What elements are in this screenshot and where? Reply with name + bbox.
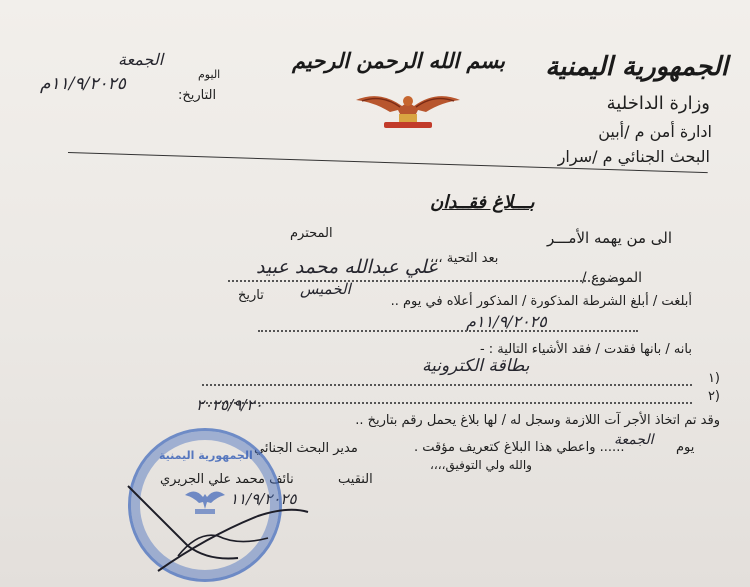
subject-label: الموضوع / [581, 270, 642, 286]
closing-line: والله ولي التوفيق،،،، [430, 458, 532, 472]
reported-dotted-line [258, 330, 638, 332]
signature-scribble [118, 476, 318, 576]
basmala-text: بسم الله الرحمن الرحيم [292, 48, 505, 73]
temp-line: ...... واعطي هذا البلاغ كتعريف مؤقت . [414, 440, 625, 455]
day-value: الجمعة [118, 50, 164, 69]
stamp-text: الجمهورية اليمنية [159, 449, 253, 462]
reported-line: أبلغت / أبلغ الشرطة المذكورة / المذكور أعلاه في يوم .. [390, 294, 692, 309]
signatory-name: نائف محمد علي الجريري [160, 472, 294, 487]
item1-value: بطاقة الكترونية [422, 356, 530, 376]
signatory-rank: النقيب [338, 472, 373, 487]
action-date: ٢٠٢٥/٩/٢٠ [196, 396, 263, 414]
action-line: وقد تم اتخاذ الأجر آت اللازمة وسجل له / لها بلاغ يحمل رقم بتاريخ .. [355, 413, 720, 428]
item2-dotted-line [202, 402, 692, 404]
item1-number: ١) [707, 371, 720, 386]
yemen-eagle-emblem [352, 88, 464, 130]
document-title: بـــلاغ فقــدان [430, 192, 535, 213]
signature-date: ١١/٩/٢٠٢٥ [230, 490, 297, 508]
date-value: ١١/٩/٢٠٢٥م [40, 74, 126, 94]
respected-label: المحترم [290, 226, 333, 241]
section-label: البحث الجنائي م /سرار [557, 147, 710, 166]
day-label: اليوم [198, 68, 221, 81]
subject-dotted-line [228, 280, 618, 282]
ministry-label: وزارة الداخلية [606, 93, 710, 114]
lost-items-line: بانه / بانها فقدت / فقد الأشياء التالية : - [479, 342, 692, 357]
day-hand: الجمعة [614, 432, 654, 448]
to-whom-line: الى من يهمه الأمـــر [546, 229, 672, 247]
signatory-title: مدير البحث الجنائي [254, 441, 358, 456]
reported-date-label: تاريخ [238, 288, 264, 303]
department-label: ادارة أمن م /أبين [598, 122, 712, 141]
item2-number: ٢) [707, 389, 720, 404]
subject-value: علي عبدالله محمد عبيد [256, 256, 439, 278]
greeting-line: بعد التحية ،،، [430, 251, 499, 266]
day-prefix: يوم [676, 440, 695, 455]
reported-day: الخميس [300, 280, 351, 298]
country-title: الجمهورية اليمنية [545, 52, 728, 82]
item1-dotted-line [202, 384, 692, 386]
date-label: التاريخ: [178, 88, 217, 103]
reported-date: ١١/٩/٢٠٢٥م [466, 312, 547, 331]
